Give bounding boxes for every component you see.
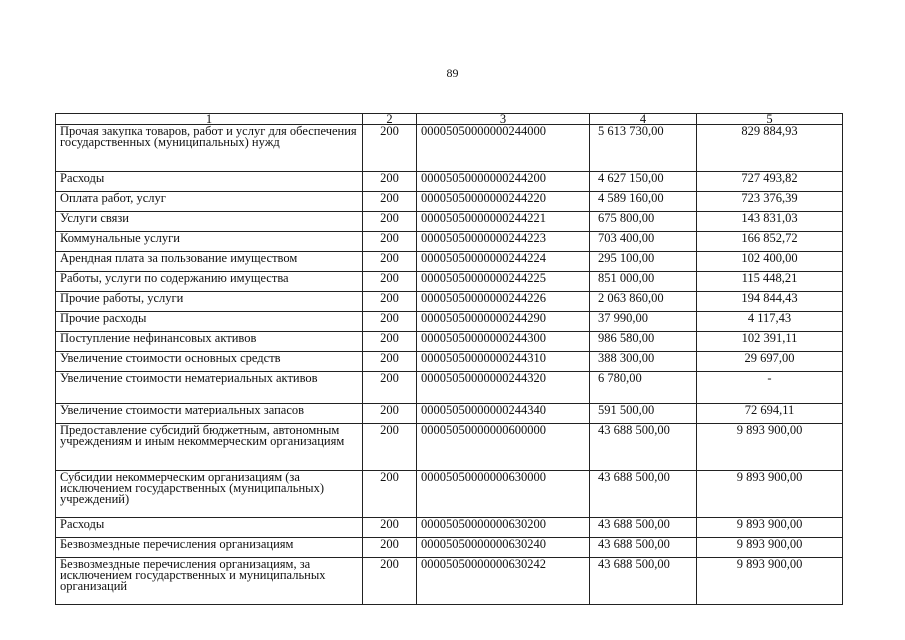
row-plan: 986 580,00: [590, 332, 697, 352]
row-plan: 43 688 500,00: [590, 558, 697, 605]
row-fact: -: [697, 372, 843, 404]
row-kbk: 00005050000000600000: [417, 424, 590, 471]
row-code: 200: [363, 172, 417, 192]
header-col-5: 5: [697, 114, 843, 125]
row-fact: 9 893 900,00: [697, 558, 843, 605]
table-row: [56, 212, 843, 232]
row-plan: 295 100,00: [590, 252, 697, 272]
table-row: [56, 372, 843, 404]
row-kbk: 00005050000000630240: [417, 538, 590, 558]
table-header-row: [56, 114, 843, 125]
row-plan: 2 063 860,00: [590, 292, 697, 312]
row-plan: 591 500,00: [590, 404, 697, 424]
row-name: Прочая закупка товаров, работ и услуг для обеспечения государственных (муниципальных) нужд: [56, 125, 363, 172]
row-fact: 9 893 900,00: [697, 518, 843, 538]
row-name: Услуги связи: [56, 212, 363, 232]
table-row: [56, 292, 843, 312]
page-number: 89: [446, 66, 459, 80]
row-plan: 851 000,00: [590, 272, 697, 292]
row-kbk: 00005050000000244221: [417, 212, 590, 232]
row-kbk: 00005050000000244226: [417, 292, 590, 312]
table-row: [56, 352, 843, 372]
row-kbk: 00005050000000244224: [417, 252, 590, 272]
row-fact: 9 893 900,00: [697, 538, 843, 558]
row-code: 200: [363, 332, 417, 352]
row-plan: 43 688 500,00: [590, 471, 697, 518]
row-fact: 166 852,72: [697, 232, 843, 252]
row-kbk: 00005050000000244000: [417, 125, 590, 172]
table-row: [56, 172, 843, 192]
row-plan: 388 300,00: [590, 352, 697, 372]
row-code: 200: [363, 192, 417, 212]
row-fact: 143 831,03: [697, 212, 843, 232]
row-name: Прочие работы, услуги: [56, 292, 363, 312]
row-code: 200: [363, 518, 417, 538]
row-kbk: 00005050000000244320: [417, 372, 590, 404]
row-code: 200: [363, 252, 417, 272]
row-code: 200: [363, 125, 417, 172]
row-code: 200: [363, 212, 417, 232]
row-kbk: 00005050000000244223: [417, 232, 590, 252]
row-code: 200: [363, 352, 417, 372]
row-name: Поступление нефинансовых активов: [56, 332, 363, 352]
row-plan: 6 780,00: [590, 372, 697, 404]
table-row: [56, 332, 843, 352]
row-name: Оплата работ, услуг: [56, 192, 363, 212]
row-code: 200: [363, 232, 417, 252]
row-code: 200: [363, 424, 417, 471]
row-fact: 72 694,11: [697, 404, 843, 424]
budget-execution-table: [55, 113, 843, 605]
row-code: 200: [363, 312, 417, 332]
row-name: Коммунальные услуги: [56, 232, 363, 252]
row-name: Арендная плата за пользование имуществом: [56, 252, 363, 272]
row-code: 200: [363, 372, 417, 404]
row-fact: 9 893 900,00: [697, 424, 843, 471]
table-row: [56, 518, 843, 538]
row-plan: 4 627 150,00: [590, 172, 697, 192]
table-row: [56, 272, 843, 292]
table-row: [56, 232, 843, 252]
row-fact: 194 844,43: [697, 292, 843, 312]
row-fact: 9 893 900,00: [697, 471, 843, 518]
row-code: 200: [363, 404, 417, 424]
row-kbk: 00005050000000244225: [417, 272, 590, 292]
header-col-3: 3: [417, 114, 590, 125]
row-plan: 37 990,00: [590, 312, 697, 332]
table-row: [56, 471, 843, 518]
table-row: [56, 404, 843, 424]
row-name: Безвозмездные перечисления организациям: [56, 538, 363, 558]
row-code: 200: [363, 471, 417, 518]
row-name: Работы, услуги по содержанию имущества: [56, 272, 363, 292]
row-name: Увеличение стоимости основных средств: [56, 352, 363, 372]
row-name: Расходы: [56, 172, 363, 192]
row-fact: 727 493,82: [697, 172, 843, 192]
row-fact: 102 391,11: [697, 332, 843, 352]
row-plan: 43 688 500,00: [590, 424, 697, 471]
table-row: [56, 424, 843, 471]
table-row: [56, 538, 843, 558]
row-kbk: 00005050000000630200: [417, 518, 590, 538]
table-row: [56, 252, 843, 272]
header-col-4: 4: [590, 114, 697, 125]
row-kbk: 00005050000000630000: [417, 471, 590, 518]
row-fact: 29 697,00: [697, 352, 843, 372]
row-code: 200: [363, 292, 417, 312]
row-fact: 115 448,21: [697, 272, 843, 292]
row-kbk: 00005050000000244220: [417, 192, 590, 212]
row-kbk: 00005050000000244290: [417, 312, 590, 332]
row-fact: 829 884,93: [697, 125, 843, 172]
row-fact: 102 400,00: [697, 252, 843, 272]
row-plan: 43 688 500,00: [590, 518, 697, 538]
row-plan: 4 589 160,00: [590, 192, 697, 212]
row-plan: 43 688 500,00: [590, 538, 697, 558]
row-kbk: 00005050000000630242: [417, 558, 590, 605]
table-row: [56, 125, 843, 172]
row-kbk: 00005050000000244200: [417, 172, 590, 192]
row-plan: 675 800,00: [590, 212, 697, 232]
row-name: Предоставление субсидий бюджетным, автономным учреждениям и иным некоммерческим организациям: [56, 424, 363, 471]
row-plan: 703 400,00: [590, 232, 697, 252]
row-name: Прочие расходы: [56, 312, 363, 332]
row-kbk: 00005050000000244300: [417, 332, 590, 352]
table-row: [56, 558, 843, 605]
row-code: 200: [363, 558, 417, 605]
row-plan: 5 613 730,00: [590, 125, 697, 172]
row-code: 200: [363, 538, 417, 558]
row-name: Увеличение стоимости материальных запасов: [56, 404, 363, 424]
row-kbk: 00005050000000244340: [417, 404, 590, 424]
table-row: [56, 192, 843, 212]
row-name: Расходы: [56, 518, 363, 538]
row-fact: 4 117,43: [697, 312, 843, 332]
row-name: Увеличение стоимости нематериальных активов: [56, 372, 363, 404]
table-row: [56, 312, 843, 332]
row-name: Субсидии некоммерческим организациям (за исключением государственных (муниципальных) учреждений): [56, 471, 363, 518]
row-name: Безвозмездные перечисления организациям, за исключением государственных и муниципальных организаций: [56, 558, 363, 605]
header-col-1: 1: [56, 114, 363, 125]
row-kbk: 00005050000000244310: [417, 352, 590, 372]
header-col-2: 2: [363, 114, 417, 125]
row-code: 200: [363, 272, 417, 292]
row-fact: 723 376,39: [697, 192, 843, 212]
